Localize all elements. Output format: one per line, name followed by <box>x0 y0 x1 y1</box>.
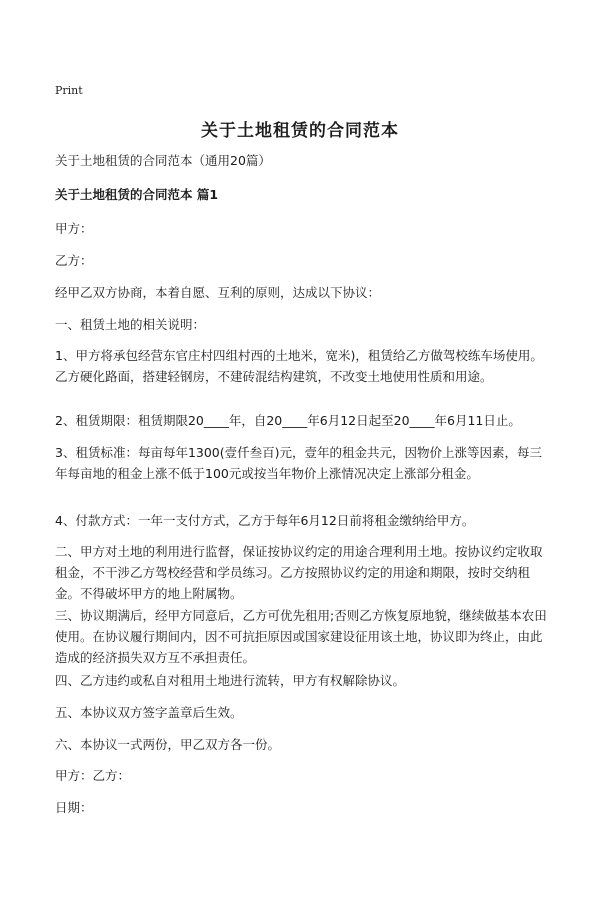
clause-4-paragraph: 四、乙方违约或私自对租用土地进行流转，甲方有权解除协议。 <box>55 673 406 688</box>
page-title: 关于土地租赁的合同范本 <box>201 121 399 141</box>
item-2-paragraph: 2、租赁期限：租赁期限20____年，自20____年6月12日起至20____年6月11日止。 <box>55 413 521 428</box>
clause-1-heading: 一、租赁土地的相关说明： <box>55 317 206 332</box>
signature-line: 甲方：乙方： <box>55 768 131 783</box>
section-heading: 关于土地租赁的合同范本 篇1 <box>55 187 219 202</box>
clause-6-paragraph: 六、本协议一式两份，甲乙双方各一份。 <box>55 737 281 752</box>
item-1-paragraph: 1、甲方将承包经营东官庄村四组村西的土地米，宽米)，租赁给乙方做驾校练车场使用。乙方硬化路面，搭建轻钢房，不建砖混结构建筑，不改变土地使用性质和用途。 <box>55 348 543 384</box>
date-line: 日期： <box>55 800 93 815</box>
clause-3-paragraph: 三、协议期满后，经甲方同意后，乙方可优先租用;否则乙方恢复原地貌，继续做基本农田使用。在协议履行期间内，因不可抗拒原因或国家建设征用该土地，协议即为终止，由此造成的经济损失双方互不承担责任。 <box>55 608 547 665</box>
clause-5-paragraph: 五、本协议双方签字盖章后生效。 <box>55 705 243 720</box>
party-a-label: 甲方： <box>55 221 93 236</box>
preamble-paragraph: 经甲乙双方协商，本着自愿、互利的原则，达成以下协议： <box>55 285 381 300</box>
print-label: Print <box>55 84 83 97</box>
item-3-paragraph: 3、租赁标准：每亩每年1300(壹仟叁百)元，壹年的租金共元，因物价上涨等因素，每三年每亩地的租金上涨不低于100元或按当年物价上涨情况决定上涨部分租金。 <box>55 445 543 481</box>
item-4-paragraph: 4、付款方式：一年一支付方式，乙方于每年6月12日前将租金缴纳给甲方。 <box>55 513 475 528</box>
clause-2-paragraph: 二、甲方对土地的利用进行监督，保证按协议约定的用途合理利用土地。按协议约定收取租金，不干涉乙方驾校经营和学员练习。乙方按照协议约定的用途和期限，按时交纳租金。不得破坏甲方的地上附属物。 <box>55 544 543 601</box>
document-subtitle: 关于土地租赁的合同范本（通用20篇） <box>55 153 271 168</box>
party-b-label: 乙方： <box>55 253 93 268</box>
